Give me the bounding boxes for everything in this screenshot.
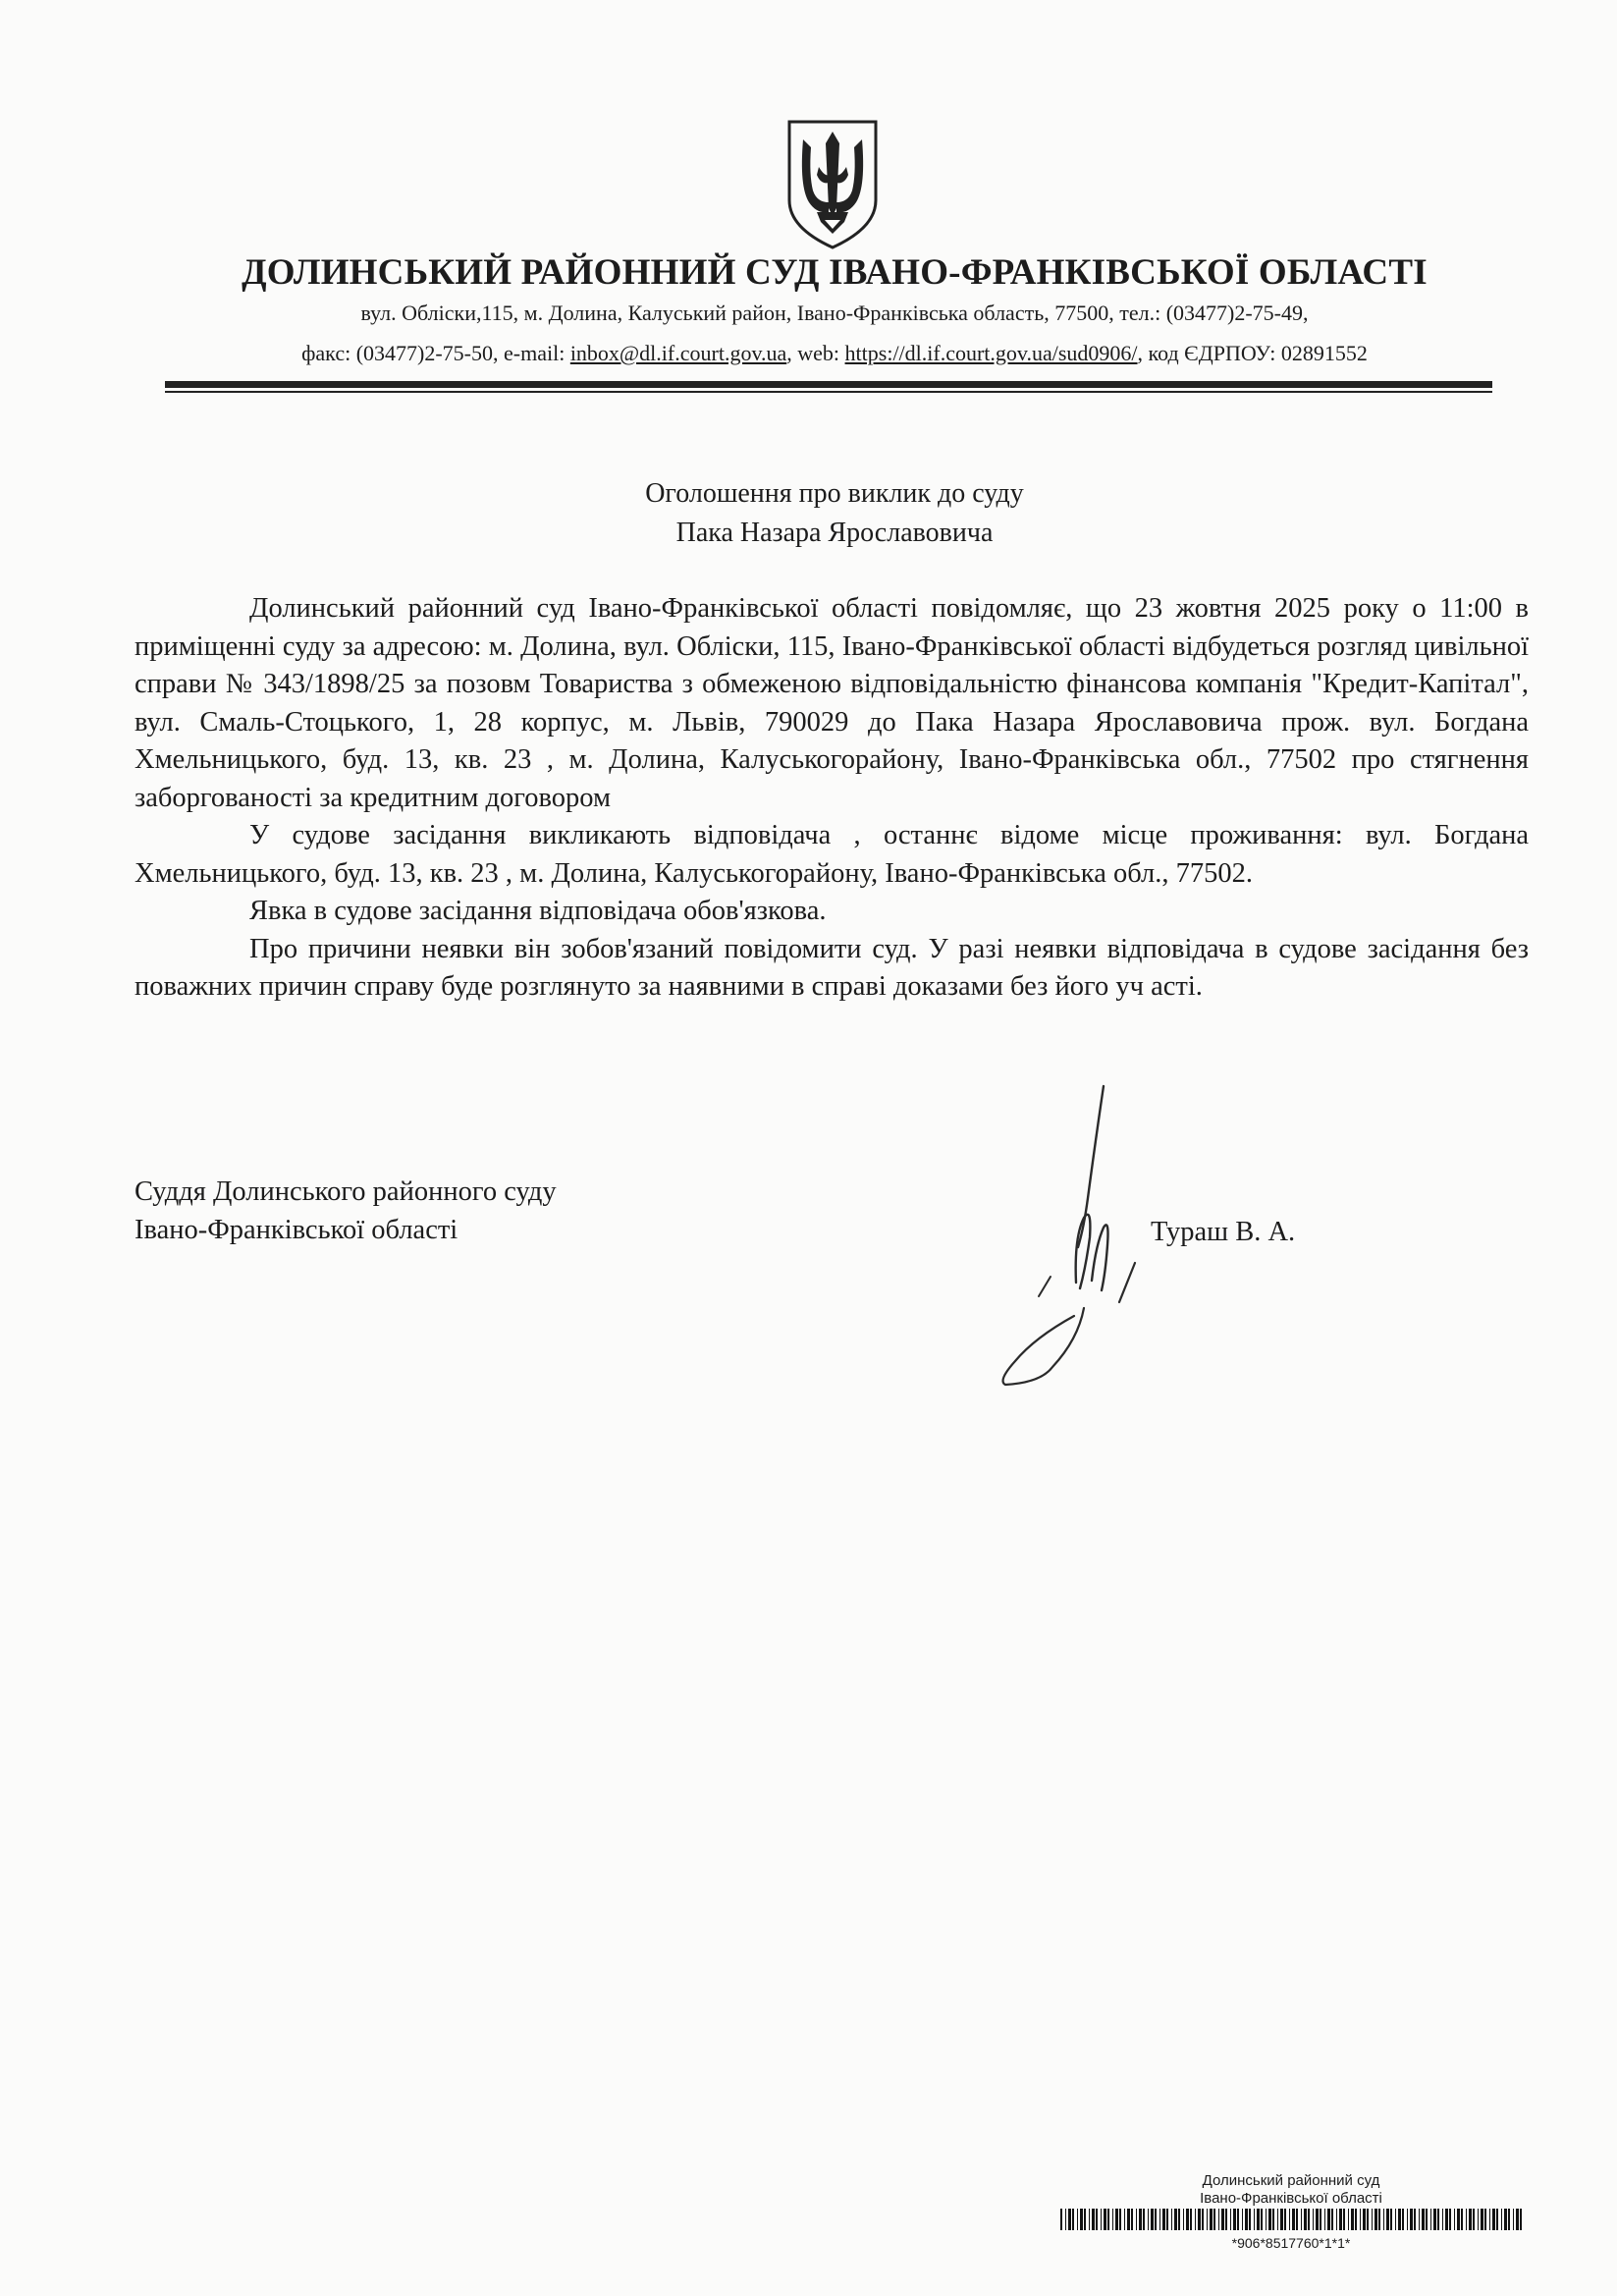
judge-name: Тураш В. А. bbox=[1151, 1217, 1296, 1247]
website-link[interactable]: https://dl.if.court.gov.ua/sud0906/ bbox=[844, 341, 1138, 365]
judge-position-line: Суддя Долинського районного суду bbox=[135, 1176, 557, 1207]
notice-paragraph: Долинський районний суд Івано-Франківської області повідомляє, що 23 жовтня 2025 року о 11:00 в приміщенні суду за адресою: м. Долина, вул. Обліски, 115, Івано-Франківської області відбудеться розгляд цивільної справи № 343/1898/25 за позовм Товариства з обмеженою відповідальністю фінансова компанія "Кредит-Капітал", вул. Смаль-Стоцького, 1, 28 корпус, м. Львів, 790029 до Пака Назара Ярославовича прож. вул. Богдана Хмельницького, буд. 13, кв. 23 , м. Долина, Калуськогорайону, Івано-Франківська обл., 77502 про стягнення заборгованості за кредитним договором bbox=[135, 593, 1529, 813]
email-link[interactable]: inbox@dl.if.court.gov.ua bbox=[569, 341, 787, 365]
judge-position-line: Івано-Франківської області bbox=[135, 1215, 458, 1245]
stamp-court-name: Долинський районний суд bbox=[1202, 2172, 1380, 2189]
header-divider-thin bbox=[165, 391, 1492, 393]
notice-paragraph: У судове засідання викликають відповідача , останнє відоме місце проживання: вул. Богдана Хмельницького, буд. 13, кв. 23 , м. Долина, Калуськогорайону, Івано-Франківська обл., 77502. bbox=[135, 820, 1529, 889]
notice-subject-name: Пака Назара Ярославовича bbox=[675, 518, 994, 548]
registration-stamp bbox=[1060, 2172, 1522, 2251]
notice-paragraph: Про причини неявки він зобов'язаний повідомити суд. У разі неявки відповідача в судове засідання без поважних причин справу буде розглянуто за наявними в справі доказами без його уч асті. bbox=[135, 933, 1529, 1002]
court-name: ДОЛИНСЬКИЙ РАЙОННИЙ СУД ІВАНО-ФРАНКІВСЬКОЇ ОБЛАСТІ bbox=[242, 252, 1428, 293]
notice-body bbox=[135, 590, 1529, 1007]
court-contacts bbox=[0, 341, 1617, 366]
notice-paragraph: Явка в судове засідання відповідача обов'язкова. bbox=[249, 896, 827, 926]
judge-position bbox=[135, 1173, 557, 1249]
edrpou-code: , код ЄДРПОУ: 02891552 bbox=[1137, 341, 1368, 365]
fax-text: факс: (03477)2-75-50, e-mail: bbox=[301, 341, 570, 365]
web-label: , web: bbox=[786, 341, 845, 365]
barcode-number: *906*8517760*1*1* bbox=[1231, 2235, 1351, 2251]
header-divider-thick bbox=[165, 381, 1492, 388]
court-address: вул. Обліски,115, м. Долина, Калуський район, Івано-Франківська область, 77500, тел.: (03477)2-75-49, bbox=[360, 301, 1309, 325]
stamp-court-region: Івано-Франківської області bbox=[1200, 2190, 1382, 2207]
trident-coat-of-arms-icon bbox=[785, 118, 880, 251]
barcode-icon bbox=[1060, 2209, 1522, 2230]
notice-title: Оголошення про виклик до суду bbox=[645, 478, 1024, 509]
